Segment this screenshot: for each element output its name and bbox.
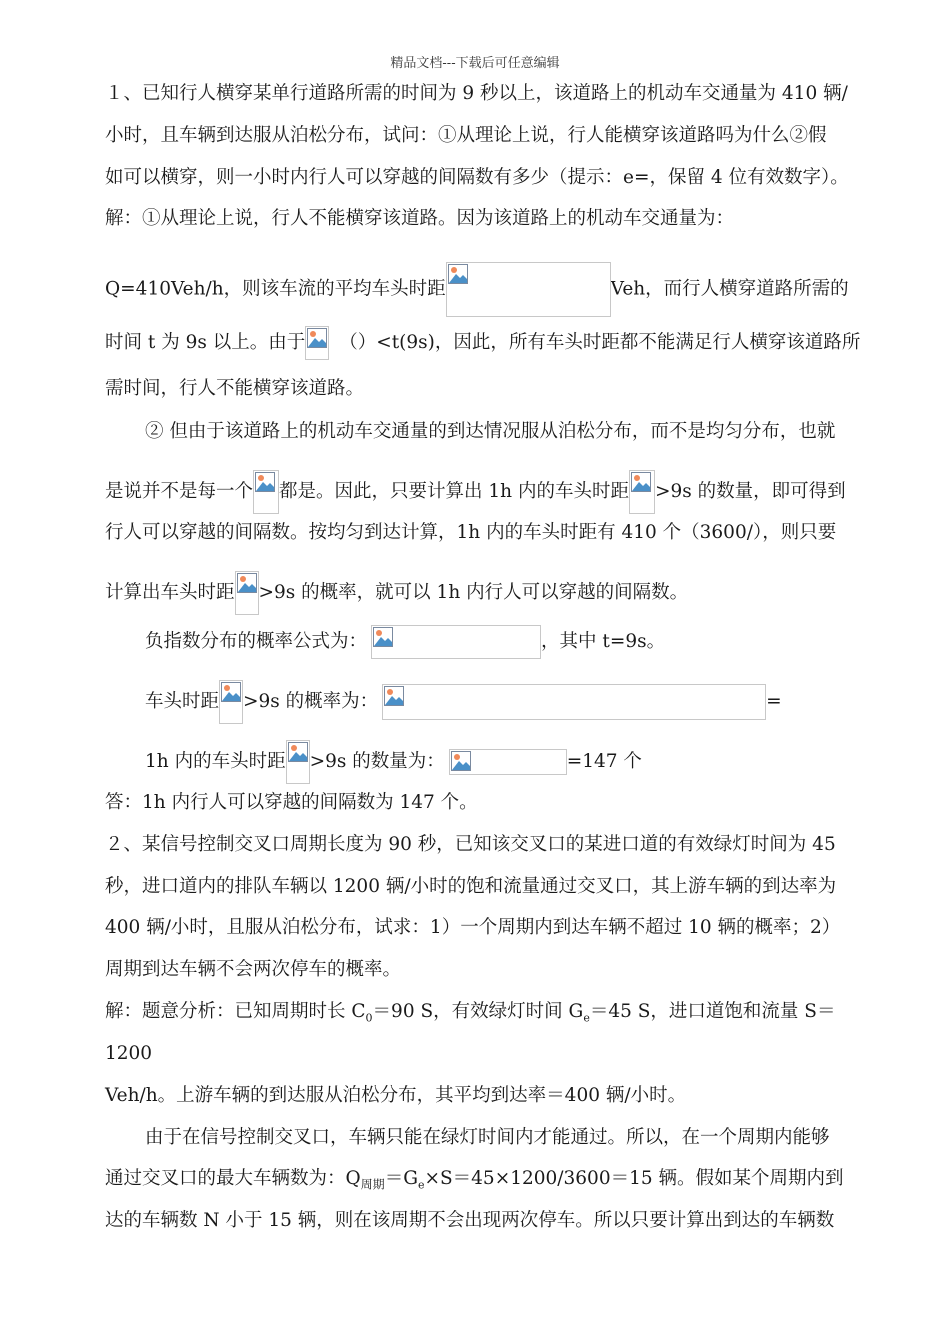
p1-answer: 答：1h 内行人可以穿越的间隔数为 147 个。 [105, 792, 478, 813]
image-icon [451, 751, 471, 771]
text: >9s 的数量为： [309, 751, 445, 772]
p2-line-6: 1200 [105, 1043, 153, 1064]
p1-line-13 [145, 680, 782, 724]
text: 通过交叉口的最大车辆数为：Q [105, 1168, 361, 1189]
broken-image-placeholder [305, 326, 329, 360]
text: Q=410Veh/h，则该车流的平均车头时距 [105, 278, 446, 300]
text: ＝90 S，有效绿灯时间 G [372, 1001, 584, 1022]
p2-line-7: Veh/h。上游车辆的到达服从泊松分布，其平均到达率＝400 辆/小时。 [105, 1085, 687, 1106]
p1-line-2: 小时，且车辆到达服从泊松分布，试问：①从理论上说，行人能横穿该道路吗为什么②假 [105, 125, 827, 146]
image-icon [373, 627, 393, 647]
image-icon [221, 682, 241, 702]
text: 时间 t 为 9s 以上。由于 [105, 332, 306, 353]
p2-line-9 [105, 1167, 844, 1198]
p2-line-10: 达的车辆数 N 小于 15 辆，则在该周期不会出现两次停车。所以只要计算出到达的车辆数 [105, 1210, 835, 1231]
text: ＝45 S，进口道饱和流量 S＝ [589, 1001, 836, 1022]
text: 解：题意分析：已知周期时长 C [105, 1001, 366, 1022]
image-icon [448, 264, 468, 284]
p1-line-1: １、已知行人横穿某单行道路所需的时间为 9 秒以上，该道路上的机动车交通量为 410 辆/ [105, 83, 848, 104]
p1-line-7: 需时间，行人不能横穿该道路。 [105, 378, 365, 399]
text: 1h 内的车头时距 [145, 751, 286, 772]
text: = [766, 691, 782, 712]
p2-line-4: 周期到达车辆不会两次停车的概率。 [105, 959, 402, 980]
subscript: e [417, 1178, 425, 1192]
p2-line-1: ２、某信号控制交叉口周期长度为 90 秒，已知该交叉口的某进口道的有效绿灯时间为 45 [105, 834, 836, 855]
p2-line-5 [105, 1000, 835, 1031]
text: 都是。因此，只要计算出 1h 内的车头时距 [279, 481, 629, 502]
p1-line-10: 行人可以穿越的间隔数。按均匀到达计算，1h 内的车头时距有 410 个（3600/），则只要 [105, 522, 837, 543]
text: =147 个 [566, 751, 642, 772]
text: 是说并不是每一个 [105, 481, 254, 502]
broken-image-placeholder [219, 680, 243, 724]
image-icon [384, 686, 404, 706]
broken-image-placeholder [446, 262, 611, 317]
subscript: e [583, 1011, 590, 1025]
p1-line-14 [145, 740, 642, 784]
text: 负指数分布的概率公式为： [145, 631, 368, 652]
broken-image-placeholder [382, 684, 766, 720]
image-icon [237, 573, 257, 593]
p1-line-5 [105, 262, 849, 317]
p1-line-8: ② 但由于该道路上的机动车交通量的到达情况服从泊松分布，而不是均匀分布，也就 [145, 421, 836, 442]
p1-line-11 [105, 571, 688, 615]
text: 计算出车头时距 [105, 582, 235, 603]
text: ×S＝45×1200/3600＝15 辆。假如某个周期内到 [424, 1168, 844, 1189]
image-icon [255, 472, 275, 492]
text: >9s 的数量，即可得到 [654, 481, 846, 502]
image-icon [307, 328, 327, 348]
text: ，其中 t=9s。 [541, 631, 666, 652]
text: Veh，而行人横穿道路所需的 [610, 278, 849, 300]
broken-image-placeholder [449, 749, 567, 775]
page-header: 精品文档---下载后可任意编辑 [390, 56, 560, 71]
broken-image-placeholder [629, 470, 655, 514]
p1-line-12 [145, 625, 665, 659]
text: （）<t(9s)，因此，所有车头时距都不能满足行人横穿该道路所 [339, 332, 861, 353]
broken-image-placeholder [253, 470, 279, 514]
text: 车头时距 [145, 691, 220, 712]
text: >9s 的概率为： [243, 691, 379, 712]
p2-line-3: 400 辆/小时，且服从泊松分布，试求：1）一个周期内到达车辆不超过 10 辆的概率；2） [105, 917, 841, 938]
broken-image-placeholder [286, 740, 310, 784]
image-icon [631, 472, 651, 492]
p2-line-8: 由于在信号控制交叉口，车辆只能在绿灯时间内才能通过。所以，在一个周期内能够 [145, 1127, 830, 1148]
p1-line-4: 解：①从理论上说，行人不能横穿该道路。因为该道路上的机动车交通量为： [105, 208, 735, 229]
text: ＝G [384, 1168, 418, 1189]
image-icon [288, 742, 308, 762]
text: >9s 的概率，就可以 1h 内行人可以穿越的间隔数。 [258, 582, 689, 603]
p1-line-6 [105, 326, 860, 360]
subscript: 周期 [360, 1177, 385, 1192]
p1-line-9 [105, 470, 846, 514]
broken-image-placeholder [235, 571, 259, 615]
broken-image-placeholder [371, 625, 541, 659]
p1-line-3: 如可以横穿，则一小时内行人可以穿越的间隔数有多少（提示：e=，保留 4 位有效数字）。 [105, 167, 849, 188]
subscript: 0 [365, 1011, 373, 1025]
p2-line-2: 秒，进口道内的排队车辆以 1200 辆/小时的饱和流量通过交叉口，其上游车辆的到达率为 [105, 876, 837, 897]
